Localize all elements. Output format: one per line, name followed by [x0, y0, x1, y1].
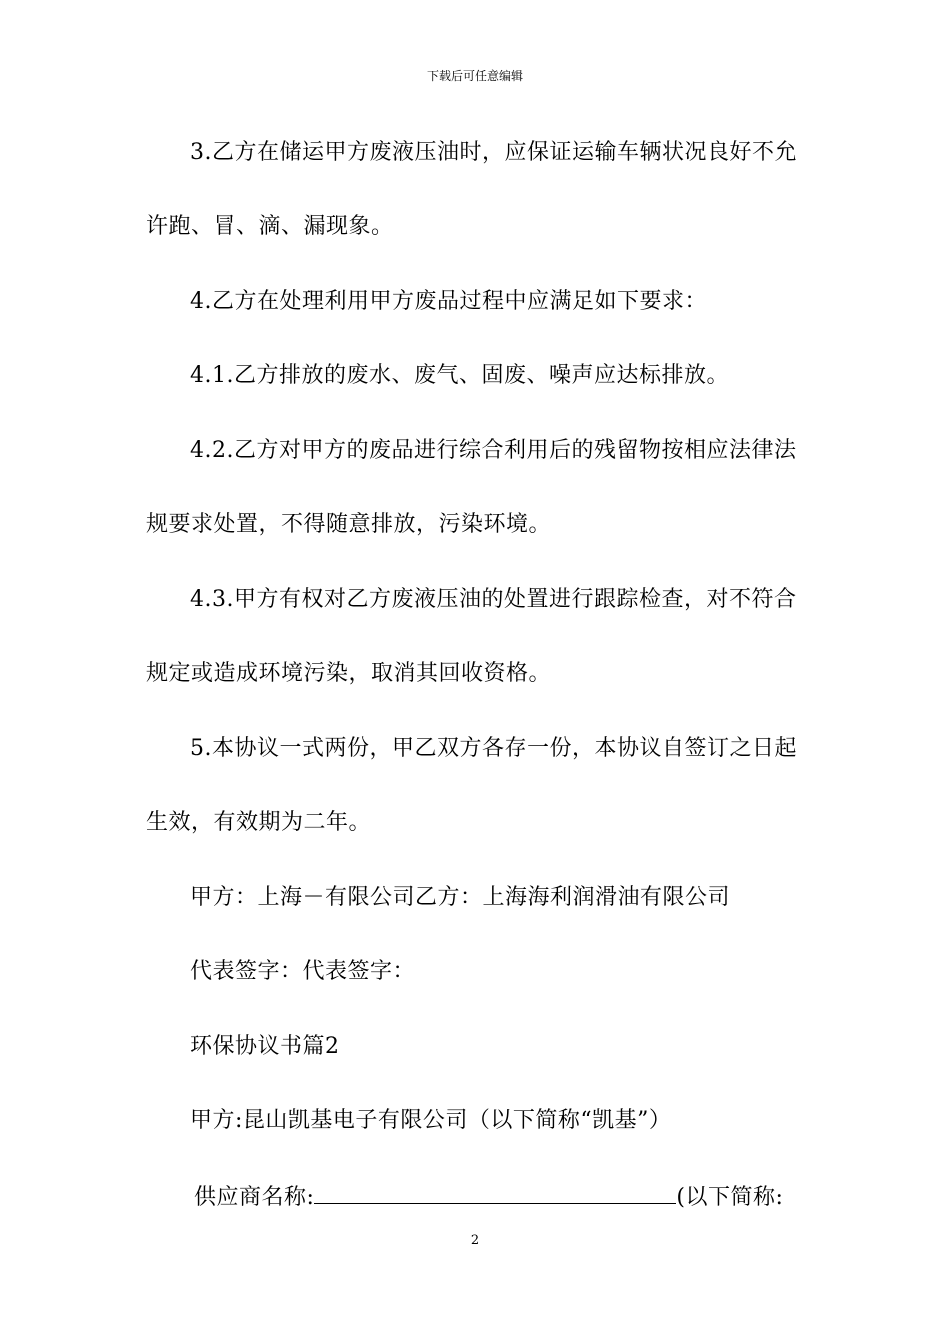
supplier-name-blank	[314, 1181, 676, 1204]
section-title: 环保协议书篇2	[190, 1034, 340, 1059]
supplier-line	[194, 1181, 783, 1213]
paragraph-line: 规要求处置，不得随意排放，污染环境。	[146, 512, 552, 537]
paragraph-line: 4.乙方在处理利用甲方废品过程中应满足如下要求：	[190, 289, 707, 314]
paragraph-line: 3.乙方在储运甲方废液压油时，应保证运输车辆状况良好不允	[190, 140, 797, 165]
paragraph-line: 4.2.乙方对甲方的废品进行综合利用后的残留物按相应法律法	[190, 438, 797, 463]
signature-line: 代表签字：代表签字：	[190, 959, 416, 984]
page-header: 下载后可任意编辑	[426, 69, 523, 83]
paragraph-line: 4.3.甲方有权对乙方废液压油的处置进行跟踪检查，对不符合	[190, 587, 797, 612]
supplier-label: 供应商名称:	[194, 1185, 315, 1210]
supplier-suffix: (以下简称:	[676, 1185, 784, 1210]
paragraph-line: 5.本协议一式两份，甲乙双方各存一份，本协议自签订之日起	[190, 736, 797, 761]
party-line: 甲方:昆山凯基电子有限公司（以下简称“凯基”）	[190, 1108, 672, 1133]
paragraph-line: 许跑、冒、滴、漏现象。	[146, 214, 394, 239]
paragraph-line: 4.1.乙方排放的废水、废气、固废、噪声应达标排放。	[190, 363, 729, 388]
paragraph-line: 规定或造成环境污染，取消其回收资格。	[146, 661, 552, 686]
party-line: 甲方：上海－有限公司乙方：上海海利润滑油有限公司	[190, 885, 731, 910]
paragraph-line: 生效，有效期为二年。	[146, 810, 372, 835]
page-number: 2	[470, 1233, 480, 1248]
